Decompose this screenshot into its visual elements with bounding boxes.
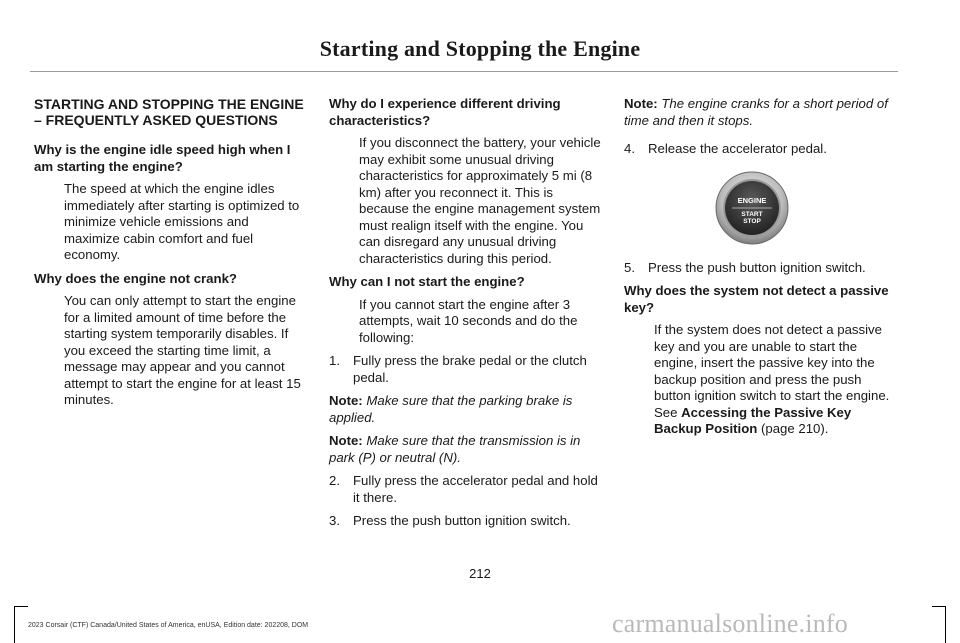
section-heading: STARTING AND STOPPING THE ENGINE – FREQUENTLY ASKED QUESTIONS bbox=[34, 96, 304, 128]
page-title: Starting and Stopping the Engine bbox=[319, 36, 641, 61]
start-stop-button-icon bbox=[714, 170, 790, 246]
question-driving-characteristics: Why do I experience different driving characteristics? bbox=[329, 96, 561, 128]
step-5 bbox=[624, 260, 898, 277]
button-label-stop: STOP bbox=[743, 217, 761, 225]
crop-mark-left-top bbox=[14, 606, 28, 607]
edition-footer: 2023 Corsair (CTF) Canada/United States of America, enUSA, Edition date: 202208, DOM bbox=[28, 622, 309, 629]
page-number: 212 bbox=[469, 566, 491, 581]
note-transmission bbox=[329, 433, 601, 466]
answer-text: If the system does not detect a passive key and you are unable to start the engine, insert the passive key into the backup position and press the push button ignition switch to start the engine. See bbox=[654, 322, 890, 420]
page-reference: (page 210). bbox=[757, 421, 829, 436]
answer-engine-not-crank: You can only attempt to start the engine for a limited amount of time before the starting system temporarily disables. If you exceed the starting time limit, a message may appear and you cannot attempt to start the engine for at least 15 minutes. bbox=[64, 293, 301, 407]
note-label: Note: bbox=[329, 393, 363, 408]
step-3 bbox=[329, 513, 601, 530]
note-text: Make sure that the transmission is in park (P) or neutral (N). bbox=[329, 433, 581, 465]
answer-idle-speed: The speed at which the engine idles immediately after starting is optimized to minimize vehicle emissions and maximize cabin comfort and fuel economy. bbox=[64, 181, 300, 262]
step-text: Press the push button ignition switch. bbox=[353, 513, 571, 528]
step-text: Fully press the accelerator pedal and hold it there. bbox=[353, 473, 598, 505]
question-passive-key: Why does the system not detect a passive key? bbox=[624, 283, 889, 315]
note-parking-brake bbox=[329, 393, 601, 426]
engine-start-stop-button-illustration bbox=[714, 170, 790, 246]
question-idle-speed: Why is the engine idle speed high when I am starting the engine? bbox=[34, 142, 291, 174]
step-4 bbox=[624, 141, 898, 158]
step-number: 1. bbox=[329, 353, 340, 368]
step-number: 5. bbox=[624, 259, 635, 275]
note-label: Note: bbox=[624, 96, 658, 111]
button-label-engine: ENGINE bbox=[737, 195, 767, 205]
column-3 bbox=[624, 96, 898, 445]
step-number: 4. bbox=[624, 141, 635, 156]
step-number: 2. bbox=[329, 473, 340, 488]
crop-mark-right bbox=[945, 606, 946, 643]
column-1 bbox=[34, 96, 304, 416]
answer-passive-key bbox=[654, 322, 898, 438]
column-2 bbox=[329, 96, 601, 537]
step-number: 3. bbox=[329, 513, 340, 528]
header-divider bbox=[30, 71, 898, 72]
answer-driving-characteristics: If you disconnect the battery, your vehicle may exhibit some unusual driving characteristics for approximately 5 mi (8 km) after you reconnect it. This is because the engine management system must realign itself with the engine. You can disregard any unusual driving characteristics during this period. bbox=[359, 135, 601, 266]
note-text: Make sure that the parking brake is applied. bbox=[329, 393, 573, 425]
note-text: The engine cranks for a short period of time and then it stops. bbox=[624, 96, 888, 128]
step-text: Fully press the brake pedal or the clutch pedal. bbox=[353, 353, 587, 385]
button-label-start: START bbox=[741, 210, 763, 218]
step-text: Press the push button ignition switch. bbox=[648, 259, 866, 275]
step-2 bbox=[329, 473, 601, 506]
step-text: Release the accelerator pedal. bbox=[648, 141, 827, 156]
answer-cannot-start: If you cannot start the engine after 3 attempts, wait 10 seconds and do the following: bbox=[359, 296, 578, 345]
note-engine-cranks bbox=[624, 96, 898, 129]
note-label: Note: bbox=[329, 433, 363, 448]
question-cannot-start: Why can I not start the engine? bbox=[329, 274, 525, 289]
question-engine-not-crank: Why does the engine not crank? bbox=[34, 270, 237, 286]
crop-mark-left bbox=[14, 606, 15, 643]
cross-reference-link[interactable]: Accessing the Passive Key Backup Position bbox=[654, 404, 852, 436]
crop-mark-right-top bbox=[932, 606, 946, 607]
watermark: carmanualsonline.info bbox=[612, 609, 848, 638]
step-1 bbox=[329, 353, 601, 386]
